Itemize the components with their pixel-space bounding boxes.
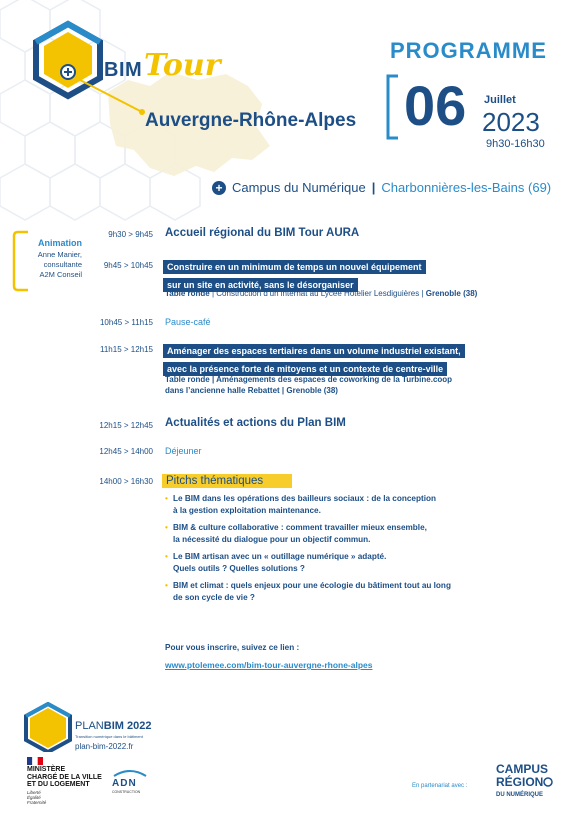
list-item-line: de son cycle de vie ? bbox=[173, 593, 255, 602]
animation-line: Anne Manier, bbox=[37, 250, 82, 259]
session-time: 11h15 > 12h15 bbox=[99, 345, 153, 354]
session-title-line: Construire en un minimum de temps un nouvel équipement bbox=[163, 260, 426, 274]
planbim-title bbox=[75, 720, 151, 732]
round-table-text: dans l’ancienne halle Rebattet | bbox=[165, 386, 285, 395]
logo-tour-text: Tour bbox=[144, 48, 221, 83]
session-title: Accueil régional du BIM Tour AURA bbox=[165, 227, 360, 239]
region-name: Auvergne-Rhône-Alpes bbox=[145, 110, 357, 131]
planbim-title-b: BIM 2022 bbox=[103, 720, 152, 732]
region-word: RÉGION bbox=[496, 775, 544, 789]
bullet-icon: • bbox=[165, 581, 168, 590]
list-item-line: Le BIM artisan avec un « outillage numérique » adapté. bbox=[173, 552, 387, 561]
venue-city: Charbonnières-les-Bains (69) bbox=[381, 180, 552, 195]
round-table-line bbox=[165, 288, 477, 299]
event-month: Juillet bbox=[484, 94, 516, 106]
registration-link[interactable]: www.ptolemee.com/bim-tour-auvergne-rhone-alpes bbox=[165, 660, 373, 670]
list-item-line: Le BIM dans les opérations des bailleurs sociaux : de la conception bbox=[173, 494, 436, 503]
ministry-motto bbox=[27, 790, 46, 805]
planbim-title-a: PLAN bbox=[75, 720, 104, 732]
motto-line: Égalité bbox=[27, 795, 41, 800]
motto-line: Liberté bbox=[27, 790, 41, 795]
campus-region-circle-icon bbox=[543, 777, 553, 787]
list-item-line: BIM & culture collaborative : comment travailler mieux ensemble, bbox=[173, 523, 427, 532]
ministry-line: ET DU LOGEMENT bbox=[27, 781, 90, 788]
adn-logo-text: ADN bbox=[112, 778, 137, 789]
bullet-icon: • bbox=[165, 523, 168, 532]
list-item-line: la nécessité du dialogue pour un objectif commun. bbox=[173, 535, 371, 544]
round-table-label: Table ronde bbox=[165, 289, 210, 298]
logo-bim-text: BIM bbox=[104, 59, 143, 81]
ministry-logo-text bbox=[27, 766, 102, 789]
adn-logo-icon bbox=[112, 768, 148, 778]
round-table-line bbox=[165, 374, 452, 396]
list-item bbox=[165, 580, 545, 604]
partner-label: En partenariat avec : bbox=[412, 783, 468, 789]
event-year: 2023 bbox=[482, 107, 540, 137]
pitch-list bbox=[165, 493, 545, 609]
session-time: 10h45 > 11h15 bbox=[99, 318, 153, 327]
round-table-place: Grenoble (38) bbox=[286, 386, 338, 395]
session-title: Actualités et actions du Plan BIM bbox=[165, 417, 346, 429]
session-title-line: sur un site en activité, sans le désorganiser bbox=[163, 278, 358, 292]
round-table-label: Table ronde bbox=[165, 375, 210, 384]
french-flag-icon bbox=[27, 757, 43, 765]
animation-title: Animation bbox=[38, 238, 82, 248]
campus-region-logo bbox=[496, 763, 548, 789]
campus-numerique: DU NUMÉRIQUE bbox=[496, 792, 544, 798]
session-title: Pause-café bbox=[165, 317, 211, 327]
venue-separator: | bbox=[371, 180, 376, 195]
session-time: 14h00 > 16h30 bbox=[99, 477, 153, 486]
list-item bbox=[165, 493, 545, 517]
session-title: Déjeuner bbox=[165, 446, 202, 456]
plus-icon: + bbox=[212, 181, 226, 195]
planbim-logo-icon bbox=[24, 702, 72, 752]
bullet-icon: • bbox=[165, 494, 168, 503]
round-table-text: | Construction d’un internat au Lycée Hôtelier Lesdiguières | bbox=[209, 289, 424, 298]
animation-credit bbox=[16, 250, 82, 280]
motto-line: Fraternité bbox=[27, 800, 47, 805]
list-item bbox=[165, 551, 545, 575]
register-text: Pour vous inscrire, suivez ce lien : bbox=[165, 643, 300, 652]
date-bracket bbox=[388, 76, 398, 138]
session-title-line: Aménager des espaces tertiaires dans un volume industriel existant, bbox=[163, 344, 465, 358]
round-table-place: Grenoble (38) bbox=[423, 289, 478, 298]
session-title-line: avec la présence forte de mitoyens et un contexte de centre-ville bbox=[163, 362, 447, 376]
list-item-line: BIM et climat : quels enjeux pour une écologie du bâtiment tout au long bbox=[173, 581, 451, 590]
pitch-heading: Pitchs thématiques bbox=[162, 474, 292, 488]
planbim-url: plan-bim-2022.fr bbox=[75, 742, 134, 751]
planbim-subtitle: Transition numérique dans le bâtiment bbox=[75, 734, 143, 739]
ministry-line: MINISTÈRE bbox=[27, 766, 66, 773]
animation-line: A2M Conseil bbox=[39, 270, 82, 279]
event-hours: 9h30-16h30 bbox=[486, 138, 545, 150]
session-highlight bbox=[163, 341, 465, 377]
campus-word: CAMPUS bbox=[496, 762, 549, 776]
venue-name: Campus du Numérique bbox=[232, 180, 366, 195]
list-item-line: Quels outils ? Quelles solutions ? bbox=[173, 564, 305, 573]
session-time: 9h45 > 10h45 bbox=[103, 261, 153, 270]
animation-line: consultante bbox=[43, 260, 82, 269]
session-time: 12h15 > 12h45 bbox=[99, 421, 153, 430]
venue-line bbox=[212, 180, 551, 195]
bullet-icon: • bbox=[165, 552, 168, 561]
session-time: 12h45 > 14h00 bbox=[99, 447, 153, 456]
round-table-text: | Aménagements des espaces de coworking de la Turbine.coop bbox=[209, 375, 453, 384]
list-item-line: à la gestion exploitation maintenance. bbox=[173, 506, 321, 515]
adn-subtitle: CONSTRUCTION bbox=[112, 790, 141, 794]
session-time: 9h30 > 9h45 bbox=[108, 230, 153, 239]
list-item bbox=[165, 522, 545, 546]
event-day: 06 bbox=[404, 74, 467, 137]
ministry-line: CHARGÉ DE LA VILLE bbox=[27, 773, 102, 781]
programme-title: PROGRAMME bbox=[390, 38, 547, 63]
